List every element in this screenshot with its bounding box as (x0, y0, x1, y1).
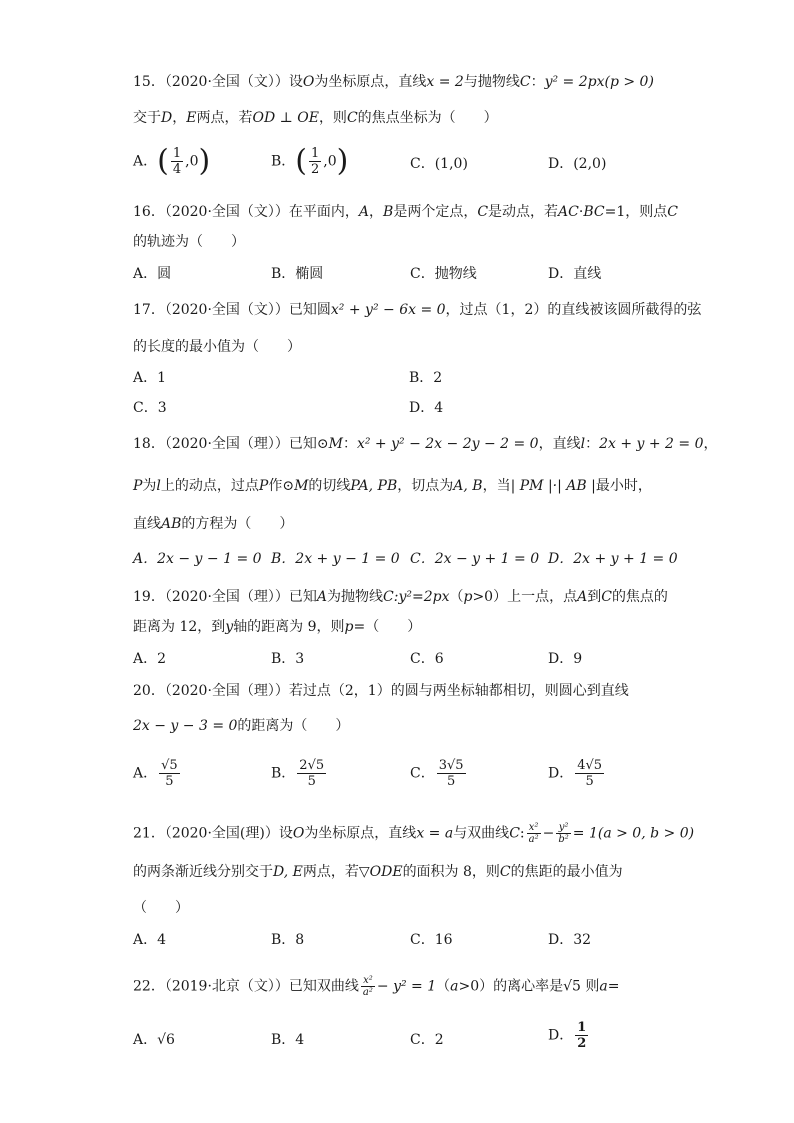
q16-options (133, 264, 693, 284)
q18-option-b: B．2x + y − 1 = 0 (271, 551, 400, 567)
q21-line1: 21．（2020·全国(理)）设O为坐标原点，直线x = a与双曲线C: $\frac{\text{x²}}{\text{a²}}$ − $\frac{\text{y²}}{\text{b²}}$ = 1(a > 0, b > 0) (133, 822, 695, 845)
q16-option-d: D．直线 (548, 266, 602, 282)
q21-option-d: D．32 (548, 932, 592, 948)
q15-options (133, 143, 693, 179)
q22-option-d: D． $\frac{1}{2}$ (548, 1020, 587, 1051)
q18-line3: 直线AB的方程为（ ） (133, 516, 294, 532)
q16-line1: 16．（2020·全国（文））在平面内，A，B是两个定点，C是动点，若AC·BC=1，则点C (133, 204, 678, 220)
q18-line1: 18．（2020·全国（理））已知⊙M：x² + y² − 2x − 2y − 2 = 0，直线l：2x + y + 2 = 0， (133, 436, 718, 452)
q20-options (133, 758, 693, 789)
q19-option-d: D．9 (548, 651, 583, 667)
q18-line2: P为l上的动点，过点P作⊙M的切线PA, PB，切点为A, B，当| PM |·| AB |最小时， (133, 478, 652, 494)
q20-line1: 20．（2020·全国（理））若过点（2，1）的圆与两坐标轴都相切，则圆心到直线 (133, 683, 629, 699)
q16-line2: 的轨迹为（ ） (133, 234, 245, 250)
q18-options (133, 549, 693, 569)
q17-option-a: A．1 (133, 370, 167, 386)
q21-line3: （ ） (133, 900, 189, 916)
q17-option-c: C．3 (133, 400, 167, 416)
q15-option-c: C．(1,0) (410, 156, 468, 172)
q22-option-b: B．4 (271, 1032, 305, 1048)
q21-option-a: A．4 (133, 932, 167, 948)
q22-option-c: C．2 (410, 1032, 444, 1048)
q17-options-row2 (133, 398, 693, 418)
q17-option-b: B．2 (409, 370, 443, 386)
q16-option-c: C．抛物线 (410, 266, 477, 282)
q21-line2: 的两条渐近线分别交于D, E两点，若▽ODE的面积为 8，则C的焦距的最小值为 (133, 864, 623, 880)
q22-options (133, 1020, 693, 1051)
q21-option-c: C．16 (410, 932, 453, 948)
q17-line1: 17．（2020·全国（文））已知圆x² + y² − 6x = 0，过点（1，2）的直线被该圆所截得的弦 (133, 302, 702, 318)
q20-option-d: D． $\frac{4√5}{5}$ (548, 758, 603, 789)
q19-option-a: A．2 (133, 651, 167, 667)
q19-options (133, 649, 693, 669)
q20-option-c: C． $\frac{3√5}{5}$ (410, 758, 464, 789)
q15-option-b: B．( $\frac{1}{2}$ ,0) (271, 143, 349, 179)
q20-option-a: A． $\frac{√5}{5}$ (133, 758, 178, 789)
q20-option-b: B． $\frac{2√5}{5}$ (271, 758, 325, 789)
q17-line2: 的长度的最小值为（ ） (133, 339, 301, 355)
q21-options (133, 930, 693, 950)
q18-option-a: A．2x − y − 1 = 0 (133, 551, 262, 567)
q17-options-row1 (133, 368, 693, 388)
q15-option-a: A．( $\frac{1}{4}$ ,0) (133, 143, 211, 179)
q16-option-b: B．椭圆 (271, 266, 324, 282)
q15-line1: 15．（2020·全国（文））设O为坐标原点，直线x = 2与抛物线C：y² = 2px(p > 0) (133, 74, 654, 90)
q19-option-c: C．6 (410, 651, 444, 667)
q19-option-b: B．3 (271, 651, 305, 667)
q18-option-d: D．2x + y + 1 = 0 (548, 551, 678, 567)
q18-option-c: C．2x − y + 1 = 0 (410, 551, 540, 567)
q16-option-a: A．圆 (133, 266, 172, 282)
q19-line2: 距离为 12，到y轴的距离为 9，则p=（ ） (133, 619, 422, 635)
q17-option-d: D．4 (409, 400, 444, 416)
q15-line2: 交于D，E两点，若OD ⊥ OE，则C的焦点坐标为（ ） (133, 110, 498, 126)
q21-option-b: B．8 (271, 932, 305, 948)
q19-line1: 19．（2020·全国（理））已知A为抛物线C:y²=2px（p>0）上一点，点A到C的焦点的 (133, 589, 668, 605)
q22-line1: 22．（2019·北京（文））已知双曲线 $\frac{\text{x²}}{\text{a²}}$ − y² = 1（a>0）的离心率是√5 则a= (133, 975, 620, 998)
q15-option-d: D．(2,0) (548, 156, 607, 172)
q22-option-a: A．√6 (133, 1032, 175, 1048)
q20-line2: 2x − y − 3 = 0的距离为（ ） (133, 718, 350, 734)
